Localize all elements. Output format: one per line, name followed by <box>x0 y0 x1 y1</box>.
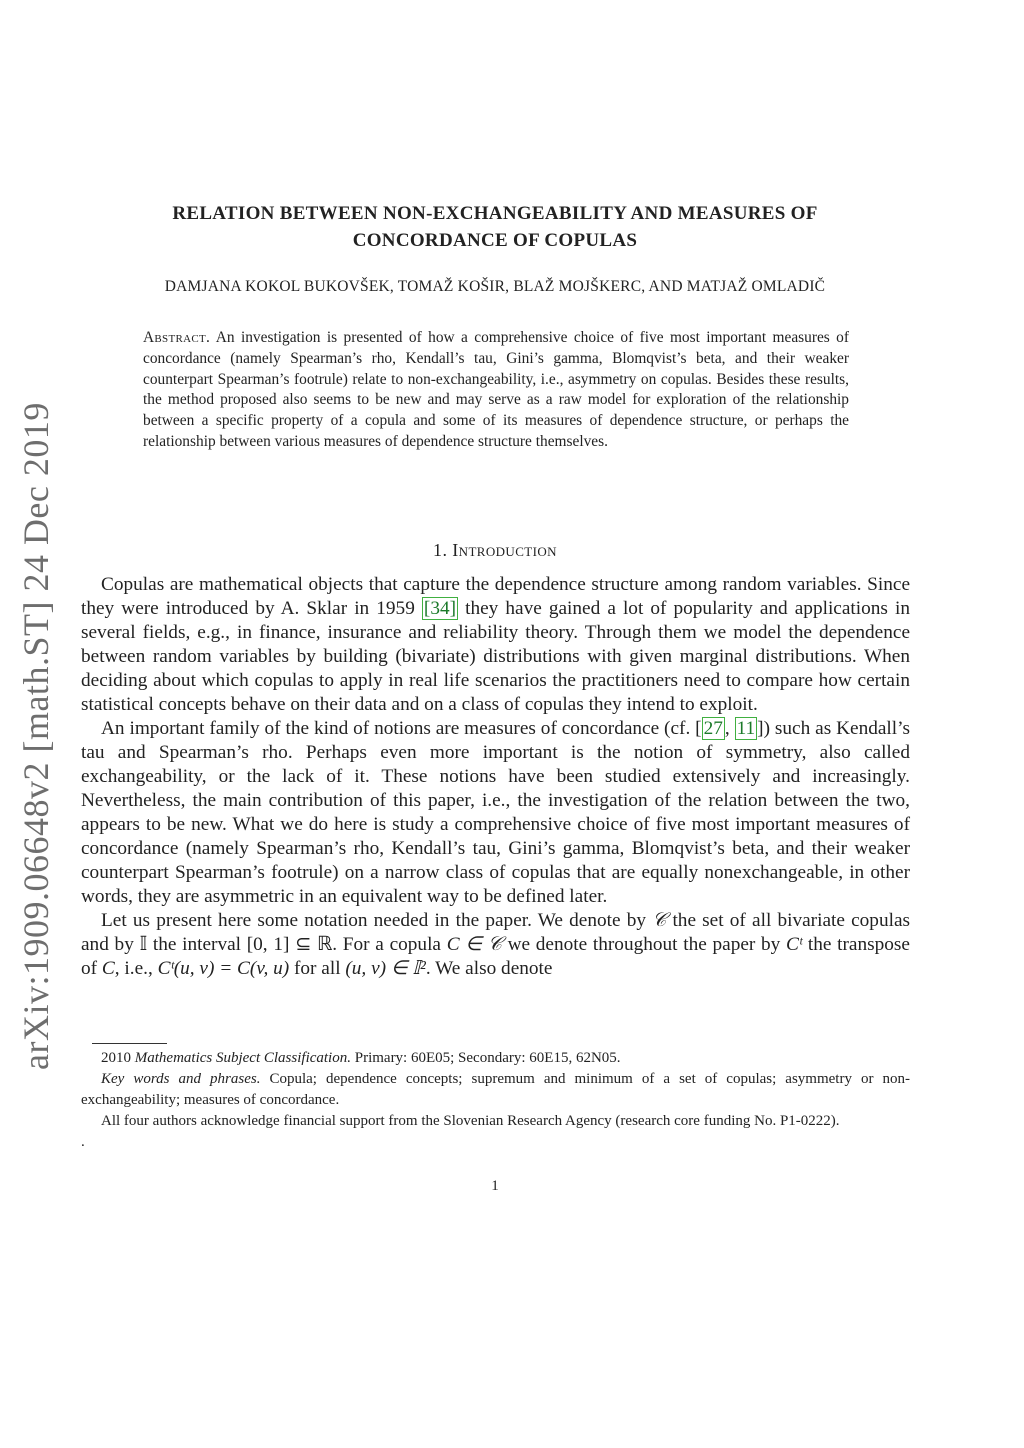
paragraph-2-text-a: An important family of the kind of notions are measures of concordance (cf. [ <box>101 718 702 739</box>
paragraph-3-text-h: . We also denote <box>425 958 553 979</box>
paragraph-3-text-b: the set of all bivariate copulas and by <box>81 910 911 955</box>
paragraph-1-text-a: Copulas are mathematical objects that capture the dependence structure among random variables. Since they were introduced by A. Sklar in 1959 <box>81 574 910 619</box>
citation-separator: , <box>724 718 735 739</box>
paragraph-3-text-a: Let us present here some notation needed in the paper. We denote by <box>101 910 653 931</box>
math-transpose-definition: Cᵗ(u, v) = C(v, u) <box>157 958 290 979</box>
paragraph-3-text-g: for all <box>289 958 346 979</box>
footnote-msc <box>81 1048 910 1069</box>
footnote-dot: . <box>81 1134 85 1150</box>
paragraph-3 <box>81 909 910 981</box>
math-unit-interval: 𝕀 <box>139 934 148 955</box>
paragraph-2 <box>81 717 910 909</box>
math-domain: (u, v) ∈ 𝕀² <box>345 958 426 979</box>
paragraph-3-text-e: the transpose of <box>81 934 910 979</box>
footnote-keywords-text: Copula; dependence concepts; supremum and minimum of a set of copulas; asymmetry or non-exchangeability; measures of concordance. <box>81 1071 910 1108</box>
math-copula-membership: C ∈ 𝒞 <box>446 934 502 955</box>
footnote-funding: All four authors acknowledge financial support from the Slovenian Research Agency (research core funding No. P1-0222). <box>101 1113 840 1129</box>
section-number: 1. <box>433 540 448 560</box>
abstract-label: Abstract. <box>143 329 211 346</box>
title-line-1: RELATION BETWEEN NON-EXCHANGEABILITY AND MEASURES OF <box>172 203 818 224</box>
introduction-body <box>81 573 910 981</box>
footnote-keywords-label: Key words and phrases. <box>101 1071 261 1087</box>
arxiv-identifier-stamp: arXiv:1909.06648v2 [math.ST] 24 Dec 2019 <box>16 402 56 1070</box>
title-line-2: CONCORDANCE OF COPULAS <box>352 230 638 251</box>
footnote-keywords <box>81 1069 910 1111</box>
footnote-msc-label: Mathematics Subject Classification. <box>134 1050 351 1066</box>
paragraph-3-text-f: , i.e., <box>114 958 158 979</box>
math-copula: C <box>101 958 115 979</box>
paragraph-3-text-d: we denote throughout the paper by <box>501 934 787 955</box>
section-heading-introduction <box>300 540 690 561</box>
abstract-text: An investigation is presented of how a comprehensive choice of five most important measures of concordance (namely Spearman’s rho, Kendall’s tau, Gini’s gamma, Blomqvist’s beta, and their weaker counterpart Spearman’s footrule) relate to non-exchangeability, i.e., asymmetry on copulas. Besides these results, the method proposed also seems to be new and may serve as a raw model for exploration of the relationship between a specific property of a copula and some of its measures of dependence structure, or perhaps the relationship between various measures of dependence structure themselves. <box>143 329 850 450</box>
footnote-msc-year: 2010 <box>101 1050 135 1066</box>
math-copula-set: 𝒞 <box>652 910 667 931</box>
citation-link-11[interactable]: 11 <box>736 718 756 739</box>
math-transpose: Cᵗ <box>786 934 803 955</box>
footnote-divider <box>92 1043 167 1044</box>
citation-link-27[interactable]: 27 <box>703 718 723 739</box>
footnote-msc-text: Primary: 60E05; Secondary: 60E15, 62N05. <box>350 1050 621 1066</box>
paragraph-1-text-b: they have gained a lot of popularity and applications in several fields, e.g., in finance, insurance and reliability theory. Through them we model the dependence between random variables by building (bivariate) distributions with given marginal distributions. When deciding about which copulas to apply in real life scenarios the practitioners need to compare how certain statistical concepts behave on their data and on a class of copulas they intend to exploit. <box>81 598 910 715</box>
paper-title <box>90 200 900 254</box>
paragraph-3-text-c: the interval [0, 1] ⊆ ℝ. For a copula <box>147 934 447 955</box>
section-title: Introduction <box>452 540 557 560</box>
author-list: DAMJANA KOKOL BUKOVŠEK, TOMAŽ KOŠIR, BLAŽ MOJŠKERC, AND MATJAŽ OMLADIČ <box>164 278 826 295</box>
citation-link-34[interactable]: [34] <box>423 598 457 619</box>
paragraph-2-text-b: ]) such as Kendall’s tau and Spearman’s rho. Perhaps even more important is the notion of symmetry, also called exchangeability, or the lack of it. These notions have been studied extensively and increasingly. Nevertheless, the main contribution of this paper, i.e., the investigation of the relation between the two, appears to be new. What we do here is study a comprehensive choice of five most important measures of concordance (namely Spearman’s rho, Kendall’s tau, Gini’s gamma, Blomqvist’s beta, and their weaker counterpart Spearman’s footrule) on a narrow class of copulas that are equally nonexchangeable, in other words, they are asymmetric in an equivalent way to be defined later. <box>81 718 910 907</box>
page-number: 1 <box>491 1178 499 1194</box>
footnotes <box>81 1048 910 1153</box>
abstract <box>143 328 849 453</box>
paragraph-1 <box>81 573 910 717</box>
